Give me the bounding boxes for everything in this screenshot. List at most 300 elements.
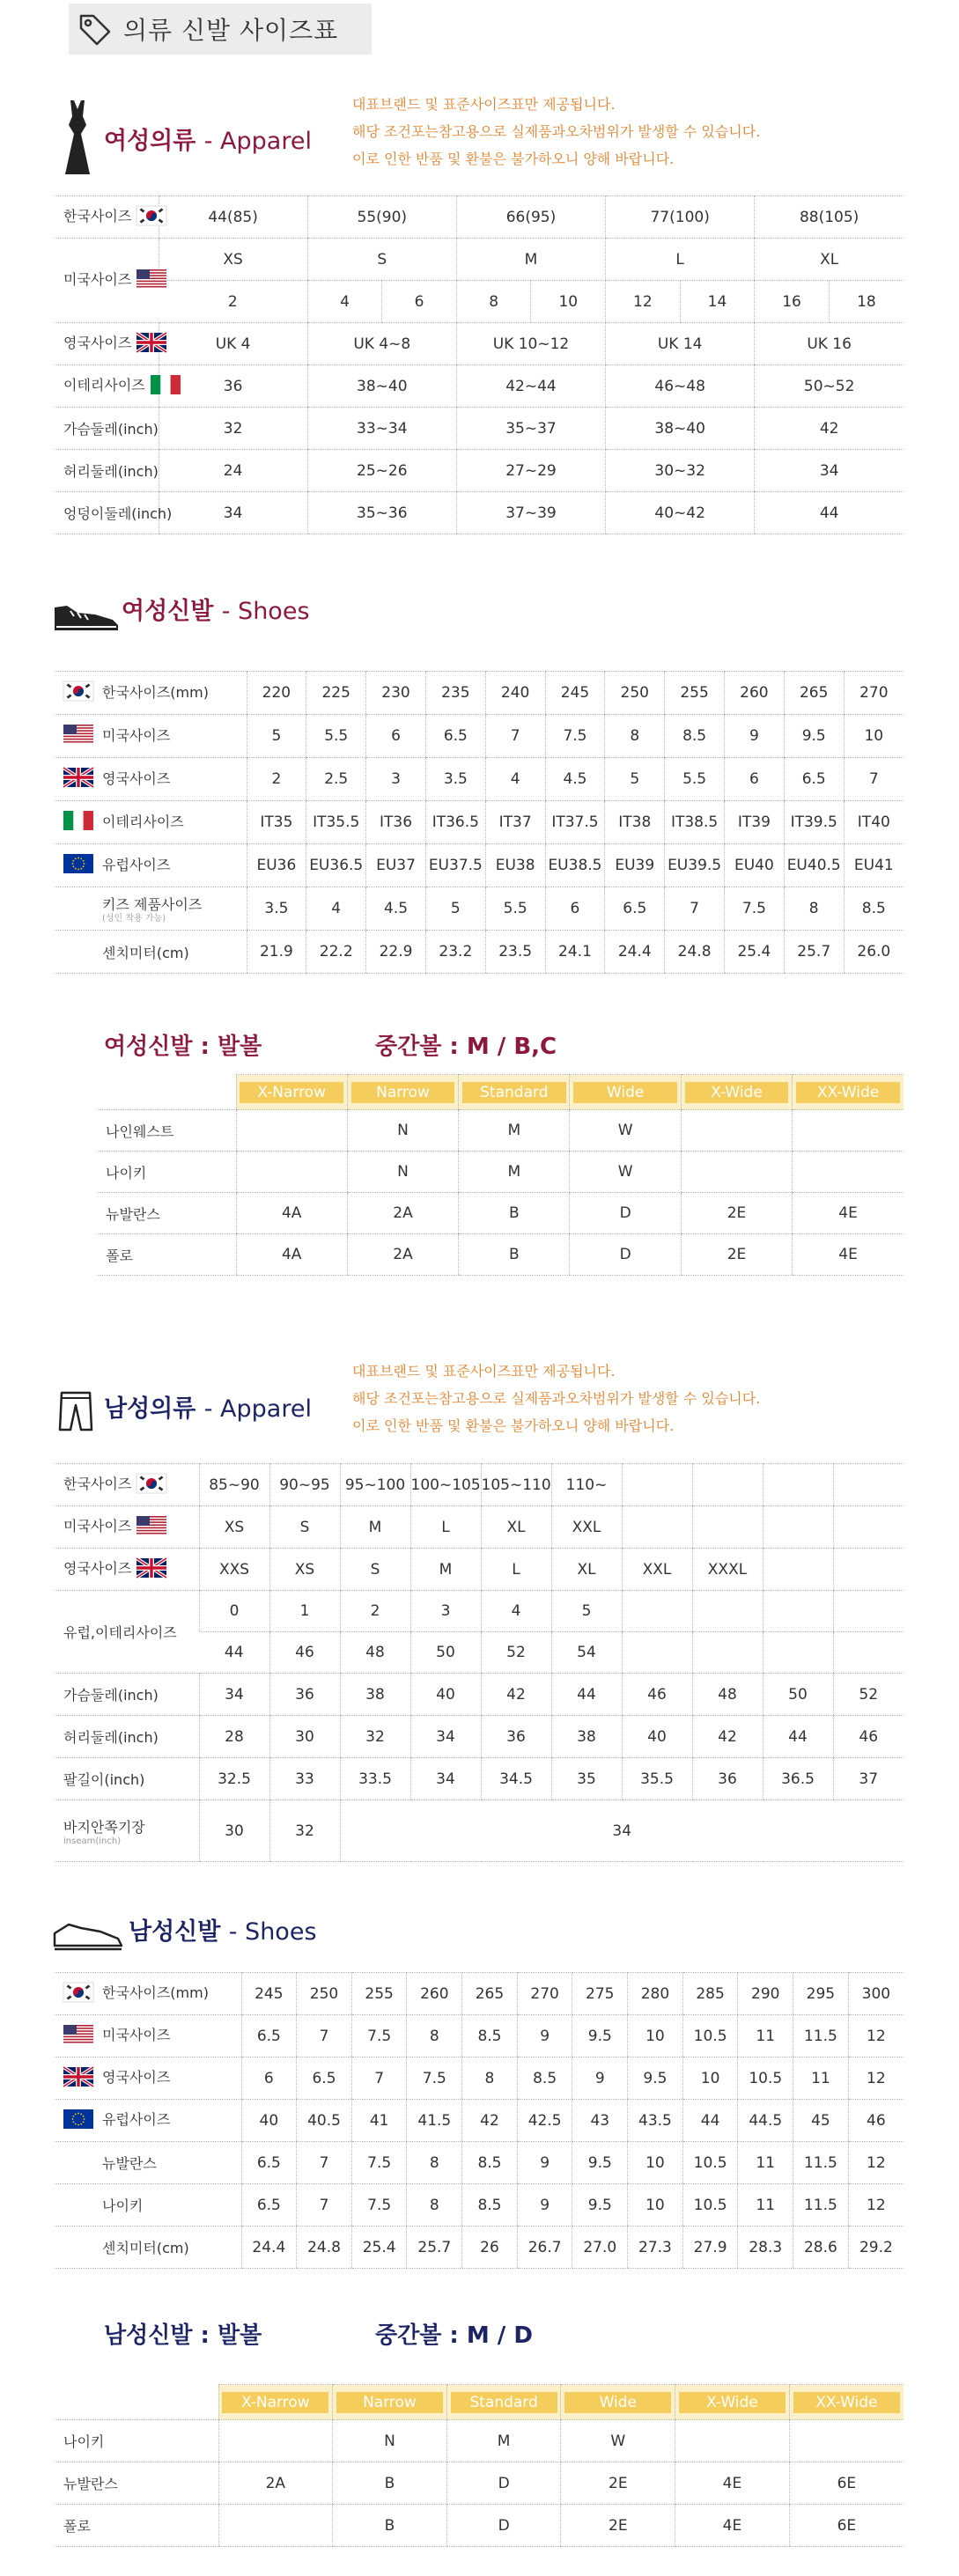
cell-value: 33.5 xyxy=(358,1770,392,1788)
row-label: 미국사이즈 xyxy=(63,271,132,289)
cell-value: EU38.5 xyxy=(548,857,602,874)
men-shoes-table xyxy=(55,1972,904,2269)
cell-value: 28.6 xyxy=(803,2238,837,2256)
cell-value: 11.5 xyxy=(803,2153,837,2172)
cell-value: 46 xyxy=(647,1685,667,1704)
row-label: 영국사이즈 xyxy=(102,2069,171,2087)
cell-value: L xyxy=(512,1560,520,1579)
cell-value: 37~39 xyxy=(505,504,557,522)
cell-value: 8 xyxy=(808,900,819,917)
cell-value: 2.5 xyxy=(324,770,349,788)
row-label: 폴로 xyxy=(106,1247,133,1264)
cell-value: 6.5 xyxy=(623,900,647,917)
cell-value: 28 xyxy=(225,1727,244,1746)
cell-value: 6.5 xyxy=(256,2196,281,2214)
cell-value: 245 xyxy=(560,684,590,702)
cell-value: 34 xyxy=(436,1727,455,1746)
cell-value: 235 xyxy=(441,684,470,702)
cell-value: 7.5 xyxy=(741,900,766,917)
cell-value: 250 xyxy=(620,684,649,702)
width-header: Narrow xyxy=(336,2392,443,2413)
row-label: 나이키 xyxy=(106,1164,147,1181)
cell-value: 40 xyxy=(259,2111,279,2130)
width-header-row xyxy=(97,1075,904,1110)
cell-value: 9 xyxy=(540,2027,550,2045)
cell-value: N xyxy=(397,1122,409,1139)
table-row xyxy=(55,2142,904,2184)
cell-value: 9.5 xyxy=(587,2153,612,2172)
table-row xyxy=(55,1506,904,1549)
cell-value: 41.5 xyxy=(417,2111,452,2130)
men-width-mid: 중간볼 : M / D xyxy=(375,2322,533,2349)
row-label: 유럽사이즈 xyxy=(102,856,171,873)
cell-value: 2E xyxy=(609,2516,628,2535)
cell-value: 2 xyxy=(271,770,282,788)
cell-value: 27.0 xyxy=(583,2238,617,2256)
cell-value: 25~26 xyxy=(357,461,408,480)
cell-value: 34 xyxy=(225,1685,244,1704)
cell-value: 24.1 xyxy=(558,943,592,960)
cell-value: 88(105) xyxy=(799,208,859,226)
cell-value: XS xyxy=(224,1518,245,1536)
men-apparel-table xyxy=(55,1463,904,1862)
row-label: 엉덩이둘레(inch) xyxy=(63,505,173,522)
men-apparel-title: 남성의류 - Apparel xyxy=(104,1395,312,1423)
cell-value: 42 xyxy=(506,1685,526,1704)
row-label: 미국사이즈 xyxy=(63,1518,132,1535)
dress-shoe-icon xyxy=(51,1916,125,1953)
cell-value: M xyxy=(524,250,538,269)
cell-value: 4.5 xyxy=(563,770,587,788)
table-row xyxy=(97,1234,904,1276)
row-label: 허리둘레(inch) xyxy=(63,463,159,480)
cell-value: 6.5 xyxy=(256,2153,281,2172)
cell-value: 7.5 xyxy=(367,2153,392,2172)
cell-value: S xyxy=(299,1518,310,1536)
cell-value: 26.7 xyxy=(527,2238,562,2256)
cell-value: EU38 xyxy=(495,857,535,874)
cell-value: 8.5 xyxy=(477,2153,502,2172)
cell-value: 250 xyxy=(309,1984,339,2003)
cell-value: 40 xyxy=(436,1685,455,1704)
cell-value: 34 xyxy=(819,461,839,480)
cell-value: 26 xyxy=(480,2238,499,2256)
cell-value: 38~40 xyxy=(357,377,408,395)
cell-value: XL xyxy=(577,1560,596,1579)
cell-value: 11 xyxy=(756,2027,776,2045)
cell-value: 7 xyxy=(319,2153,329,2172)
cell-value: 25.7 xyxy=(417,2238,452,2256)
cell-value: 9.5 xyxy=(643,2069,668,2087)
cell-value: 265 xyxy=(475,1984,505,2003)
cell-value: 66(95) xyxy=(505,208,557,226)
row-label: 뉴발란스 xyxy=(102,2155,157,2172)
women-shoes-table xyxy=(55,671,904,974)
cell-value: 2 xyxy=(227,292,238,311)
cell-value: 1 xyxy=(299,1602,310,1620)
table-row xyxy=(55,1549,904,1591)
row-label: 미국사이즈 xyxy=(102,726,171,744)
cell-value: 10 xyxy=(700,2069,720,2087)
cell-value: 7 xyxy=(510,727,520,745)
cell-value: 265 xyxy=(799,684,829,702)
cell-value: 3.5 xyxy=(264,900,289,917)
row-label: 폴로 xyxy=(63,2518,91,2535)
row-label: 유럽,이테리사이즈 xyxy=(63,1624,177,1641)
cell-value: EU37.5 xyxy=(428,857,483,874)
cell-value: EU36 xyxy=(256,857,297,874)
cell-value: 44 xyxy=(577,1685,596,1704)
cell-value: 4E xyxy=(838,1204,858,1222)
cell-value: 9 xyxy=(594,2069,605,2087)
cell-value: IT39.5 xyxy=(790,813,837,831)
cell-value: 4E xyxy=(838,1246,858,1263)
cell-value: 35 xyxy=(577,1770,596,1788)
cell-value: 8 xyxy=(484,2069,495,2087)
cell-value: M xyxy=(439,1560,453,1579)
usa-flag-icon xyxy=(136,269,166,292)
table-row xyxy=(55,365,904,408)
cell-value: M xyxy=(507,1163,521,1181)
row-label: 가슴둘레(inch) xyxy=(63,1687,159,1704)
cell-value: 7.5 xyxy=(367,2196,392,2214)
cell-value: EU40.5 xyxy=(786,857,841,874)
width-header: Wide xyxy=(564,2392,671,2413)
dress-icon xyxy=(60,99,95,176)
cell-value: 8 xyxy=(429,2153,439,2172)
uk-flag-icon xyxy=(63,2067,93,2090)
cell-value: 23.5 xyxy=(498,943,533,960)
cell-value: S xyxy=(377,250,387,269)
cell-value: 77(100) xyxy=(650,208,710,226)
cell-value: 6E xyxy=(837,2516,857,2535)
table-row xyxy=(55,2057,904,2100)
cell-value: UK 4~8 xyxy=(353,335,411,353)
row-label: 미국사이즈 xyxy=(102,2027,171,2044)
cell-value: 4.5 xyxy=(384,900,409,917)
table-row xyxy=(55,672,904,715)
table-row xyxy=(55,2100,904,2142)
cell-value: UK 16 xyxy=(807,335,852,353)
cell-value: 25.4 xyxy=(362,2238,396,2256)
cell-value: 32 xyxy=(295,1822,314,1840)
table-row xyxy=(55,239,904,281)
cell-value: 38 xyxy=(365,1685,385,1704)
cell-value: 90~95 xyxy=(279,1476,330,1494)
women-width-title: 여성신발 : 발볼 xyxy=(104,1034,262,1060)
cell-value: 6.5 xyxy=(443,727,468,745)
table-row xyxy=(55,492,904,534)
row-label: 한국사이즈 xyxy=(63,1476,132,1493)
cell-value: 10.5 xyxy=(693,2027,727,2045)
cell-value: 5.5 xyxy=(503,900,527,917)
cell-value: 48 xyxy=(365,1644,385,1661)
cell-value: 85~90 xyxy=(209,1476,260,1494)
korea-flag-icon xyxy=(63,681,93,704)
cell-value: 5 xyxy=(630,770,640,788)
cell-value: 260 xyxy=(740,684,769,702)
cell-value: N xyxy=(397,1163,409,1181)
cell-value: 16 xyxy=(782,292,801,311)
cell-value: 36 xyxy=(506,1727,526,1746)
cell-value: 4E xyxy=(722,2516,742,2535)
cell-value: 50 xyxy=(436,1644,455,1661)
cell-value: 100~105 xyxy=(410,1476,481,1494)
cell-value: 40 xyxy=(647,1727,667,1746)
cell-value: 6.5 xyxy=(256,2027,281,2045)
table-row xyxy=(55,1716,904,1758)
cell-value: 260 xyxy=(420,1984,449,2003)
table-row xyxy=(55,2226,904,2269)
cell-value: 28.3 xyxy=(749,2238,783,2256)
cell-value: 25.7 xyxy=(797,943,831,960)
cell-value: 10.5 xyxy=(693,2196,727,2214)
cell-value: 9 xyxy=(540,2153,550,2172)
row-label: 가슴둘레(inch) xyxy=(63,421,159,438)
cell-value: 295 xyxy=(806,1984,836,2003)
cell-value: 32.5 xyxy=(218,1770,251,1788)
italy-flag-icon xyxy=(151,375,181,398)
width-header: Narrow xyxy=(351,1082,455,1103)
row-label: 뉴발란스 xyxy=(106,1205,160,1223)
cell-value: 280 xyxy=(640,1984,670,2003)
cell-value: 225 xyxy=(321,684,350,702)
cell-value: D xyxy=(619,1204,631,1222)
usa-flag-icon xyxy=(63,2025,93,2048)
cell-value: 33~34 xyxy=(357,419,408,438)
cell-value: 6E xyxy=(837,2474,857,2492)
cell-value: 11.5 xyxy=(803,2196,837,2214)
cell-value: 42 xyxy=(480,2111,499,2130)
cell-value: 9 xyxy=(540,2196,550,2214)
uk-flag-icon xyxy=(63,768,93,791)
cell-value: 34 xyxy=(223,504,243,522)
cell-value: W xyxy=(617,1122,633,1139)
cell-value: 14 xyxy=(707,292,727,311)
cell-value: 30 xyxy=(295,1727,314,1746)
cell-value: 10 xyxy=(645,2196,665,2214)
cell-value: 4E xyxy=(722,2474,742,2492)
women-apparel-table xyxy=(55,195,904,534)
cell-value: 12 xyxy=(867,2027,886,2045)
cell-value: 10 xyxy=(864,727,884,745)
korea-flag-icon xyxy=(136,206,166,229)
cell-value: D xyxy=(498,2516,510,2535)
cell-value: 24.4 xyxy=(617,943,652,960)
cell-value: 27.3 xyxy=(638,2238,672,2256)
cell-value: 95~100 xyxy=(344,1476,406,1494)
row-label: 뉴발란스 xyxy=(63,2476,118,2492)
table-row xyxy=(97,1110,904,1152)
cell-value: XXS xyxy=(218,1560,250,1579)
usa-flag-icon xyxy=(63,725,93,747)
cell-value: 18 xyxy=(857,292,876,311)
cell-value: 0 xyxy=(229,1602,240,1620)
women-apparel-title: 여성의류 - Apparel xyxy=(104,128,312,155)
width-header: X-Narrow xyxy=(240,1082,343,1103)
cell-value: 11.5 xyxy=(803,2027,837,2045)
cell-value: 12 xyxy=(867,2069,886,2087)
cell-value: 22.2 xyxy=(319,943,353,960)
cell-value: 46 xyxy=(867,2111,886,2130)
cell-value: EU41 xyxy=(853,857,894,874)
cell-value: 6.5 xyxy=(312,2069,336,2087)
cell-value: 5.5 xyxy=(324,727,349,745)
cell-value: W xyxy=(617,1163,633,1181)
table-row xyxy=(55,1674,904,1716)
row-label: 유럽사이즈 xyxy=(102,2111,171,2129)
cell-value: 7 xyxy=(374,2069,385,2087)
sneaker-icon xyxy=(51,599,122,634)
cell-value: 7.5 xyxy=(422,2069,446,2087)
cell-value: B xyxy=(384,2474,395,2492)
cell-value: 42.5 xyxy=(527,2111,562,2130)
cell-value: XL xyxy=(820,250,839,269)
row-label: 영국사이즈 xyxy=(63,335,132,352)
cell-value: 34 xyxy=(436,1770,455,1788)
women-shoes-title: 여성신발 - Shoes xyxy=(122,598,310,625)
cell-value: 2 xyxy=(370,1602,380,1620)
cell-value: D xyxy=(498,2474,510,2492)
cell-value: 6 xyxy=(391,727,401,745)
cell-value: 240 xyxy=(500,684,530,702)
row-label: 나이키 xyxy=(63,2433,105,2450)
cell-value: XXXL xyxy=(707,1560,748,1579)
cell-value: N xyxy=(384,2432,395,2450)
row-label: 한국사이즈(mm) xyxy=(102,1984,209,2002)
row-label: 키즈 제품사이즈 xyxy=(102,896,203,913)
cell-value: 37 xyxy=(859,1770,879,1788)
cell-value: 3.5 xyxy=(443,770,468,788)
page-header xyxy=(69,4,372,55)
table-row xyxy=(55,1464,904,1506)
cell-value: 5 xyxy=(450,900,461,917)
cell-value: 38~40 xyxy=(654,419,705,438)
cell-value: 52 xyxy=(859,1685,879,1704)
row-label: 영국사이즈 xyxy=(102,769,171,787)
cell-value: L xyxy=(675,250,684,269)
table-row xyxy=(55,715,904,758)
cell-value: 7 xyxy=(319,2196,329,2214)
cell-value: 34 xyxy=(612,1822,632,1840)
cell-value: 285 xyxy=(696,1984,725,2003)
cell-value: 30~32 xyxy=(654,461,705,480)
cell-value: B xyxy=(384,2516,395,2535)
cell-value: 45 xyxy=(811,2111,830,2130)
cell-value: 2E xyxy=(727,1204,747,1222)
cell-value: 5 xyxy=(271,727,282,745)
cell-value: 24.4 xyxy=(252,2238,286,2256)
cell-value: IT39 xyxy=(737,813,771,831)
table-row xyxy=(55,2420,904,2462)
cell-value: 36 xyxy=(718,1770,737,1788)
cell-value: EU39 xyxy=(615,857,655,874)
usa-flag-icon xyxy=(136,1516,166,1539)
cell-value: 270 xyxy=(530,1984,559,2003)
cell-value: 8.5 xyxy=(477,2196,502,2214)
table-row xyxy=(97,1152,904,1193)
width-header: Wide xyxy=(573,1082,677,1103)
cell-value: XXL xyxy=(642,1560,672,1579)
cell-value: 44 xyxy=(700,2111,720,2130)
notice-men: 대표브랜드 및 표준사이즈표만 제공됩니다. 해당 조건포는참고용으로 실제품과오차범위가 발생할 수 있습니다. 이로 인한 반품 및 환불은 불가하오니 양해 바랍니다. xyxy=(352,1363,761,1434)
table-row xyxy=(55,196,904,239)
cell-value: IT38 xyxy=(618,813,652,831)
row-label: 한국사이즈 xyxy=(63,208,132,225)
cell-value: 52 xyxy=(506,1644,526,1661)
cell-value: 4A xyxy=(281,1246,302,1263)
men-width-title: 남성신발 : 발볼 xyxy=(104,2322,262,2349)
width-header: X-Narrow xyxy=(222,2392,328,2413)
table-row xyxy=(55,801,904,844)
cell-value: 41 xyxy=(369,2111,389,2130)
tag-icon xyxy=(76,11,114,48)
width-header: X-Wide xyxy=(685,1082,789,1103)
width-header: XX-Wide xyxy=(796,1082,900,1103)
cell-value: 300 xyxy=(861,1984,891,2003)
notice-women: 대표브랜드 및 표준사이즈표만 제공됩니다. 해당 조건포는참고용으로 실제품과오차범위가 발생할 수 있습니다. 이로 인한 반품 및 환불은 불가하오니 양해 바랍니다. xyxy=(352,96,761,167)
cell-value: 11 xyxy=(756,2196,776,2214)
cell-value: IT35.5 xyxy=(313,813,360,831)
cell-value: 40~42 xyxy=(654,504,705,522)
cell-value: 50~52 xyxy=(803,377,855,395)
cell-value: 8.5 xyxy=(861,900,886,917)
cell-value: EU37 xyxy=(376,857,416,874)
korea-flag-icon xyxy=(63,1983,93,2006)
cell-value: 7 xyxy=(868,770,879,788)
cell-value: 9.5 xyxy=(587,2196,612,2214)
cell-value: 42 xyxy=(819,419,839,438)
cell-value: 5 xyxy=(581,1602,592,1620)
row-label: 나이키 xyxy=(102,2197,144,2214)
cell-value: 2A xyxy=(393,1204,413,1222)
cell-value: 35.5 xyxy=(640,1770,674,1788)
cell-value: 38 xyxy=(577,1727,596,1746)
cell-value: 25.4 xyxy=(737,943,771,960)
width-header: Standard xyxy=(451,2392,557,2413)
width-header-row xyxy=(55,2385,904,2420)
pants-icon xyxy=(56,1389,95,1433)
row-label: 한국사이즈(mm) xyxy=(102,683,209,701)
italy-flag-icon xyxy=(63,811,93,834)
cell-value: 9.5 xyxy=(801,727,826,745)
table-row xyxy=(55,450,904,492)
cell-value: 10 xyxy=(645,2153,665,2172)
cell-value: S xyxy=(370,1560,380,1579)
cell-value: 8.5 xyxy=(682,727,707,745)
cell-value: 24.8 xyxy=(307,2238,341,2256)
cell-value: IT37 xyxy=(498,813,532,831)
cell-value: XS xyxy=(223,250,243,269)
cell-value: 245 xyxy=(255,1984,284,2003)
cell-value: 8 xyxy=(429,2196,439,2214)
table-row xyxy=(55,758,904,801)
cell-value: 23.2 xyxy=(439,943,473,960)
cell-value: 30 xyxy=(225,1822,244,1840)
row-label: 영국사이즈 xyxy=(63,1560,132,1578)
cell-value: L xyxy=(441,1518,450,1536)
cell-value: 4A xyxy=(281,1204,302,1222)
cell-value: 10 xyxy=(645,2027,665,2045)
cell-value: 10.5 xyxy=(693,2153,727,2172)
cell-value: 8 xyxy=(489,292,499,311)
cell-value: 48 xyxy=(718,1685,737,1704)
cell-value: 10.5 xyxy=(749,2069,783,2087)
cell-value: 270 xyxy=(859,684,889,702)
cell-value: 54 xyxy=(577,1644,596,1661)
cell-value: 6 xyxy=(414,292,424,311)
row-label: 이테리사이즈 xyxy=(102,813,184,830)
